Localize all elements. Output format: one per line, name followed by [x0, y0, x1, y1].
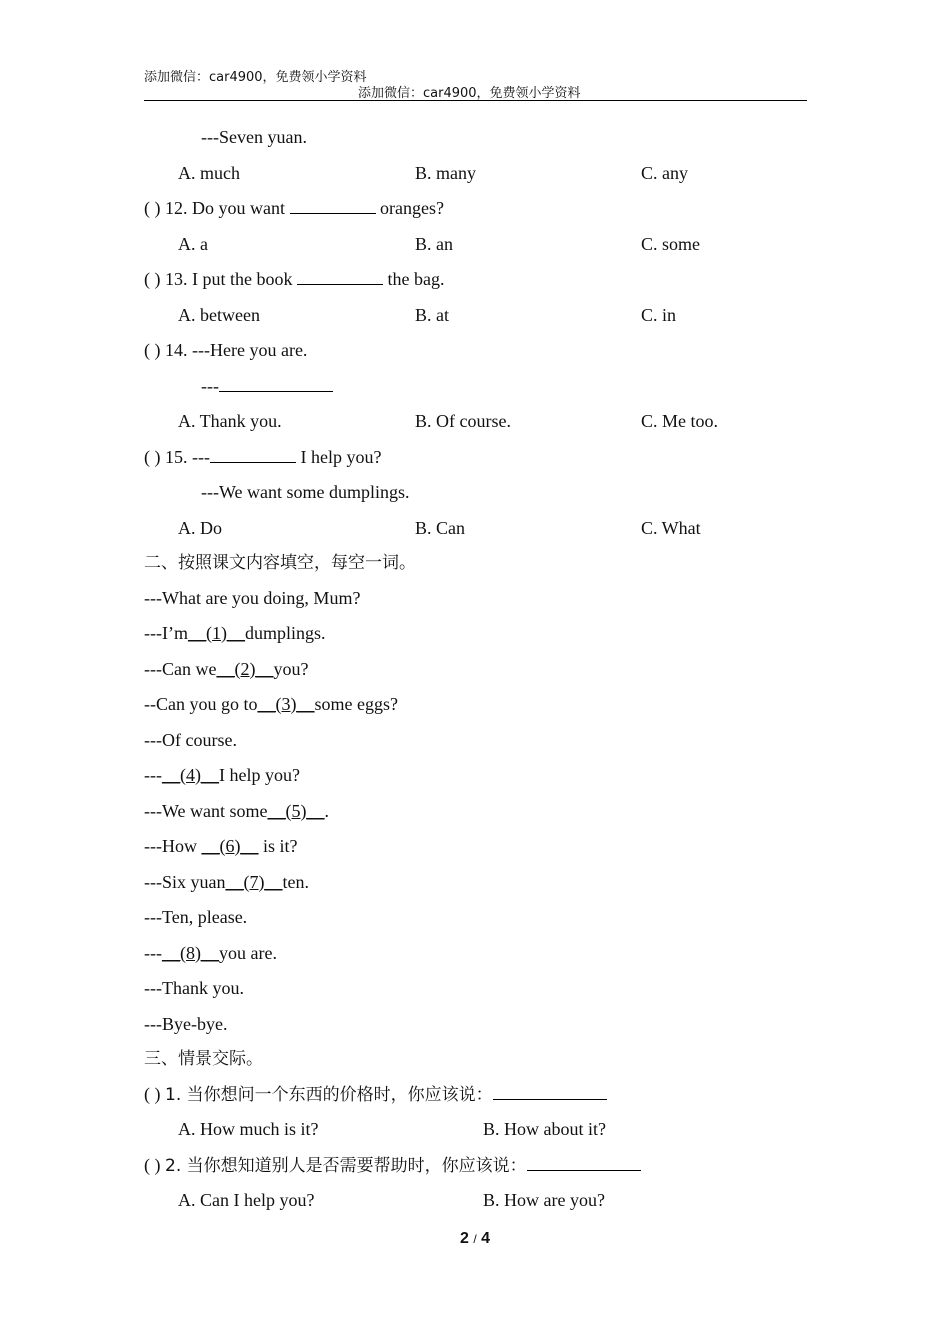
- fill-blank[interactable]: [527, 1154, 641, 1171]
- page-number: 2 / 4: [459, 1230, 491, 1247]
- fill-blank[interactable]: [219, 375, 333, 392]
- q12-option-a: A. a: [178, 234, 208, 254]
- dialogue-line: ---__(4)__I help you?: [144, 765, 300, 785]
- q13-option-b: B. at: [415, 305, 449, 325]
- p3-q2-option-b: B. How are you?: [483, 1190, 605, 1210]
- q14-option-b: B. Of course.: [415, 411, 511, 431]
- dialogue-line: ---What are you doing, Mum?: [144, 588, 361, 608]
- numbered-blank[interactable]: __(3)__: [257, 694, 315, 714]
- header-rule: [144, 100, 807, 101]
- q14-option-c: C. Me too.: [641, 411, 719, 431]
- q11-answer: ---Seven yuan.: [201, 127, 307, 147]
- answer-paren: ( ): [144, 269, 161, 289]
- dialogue-line: ---I’m__(1)__dumplings.: [144, 623, 326, 643]
- header-watermark-2: 添加微信：car4900，免费领小学资料: [358, 86, 581, 101]
- p3-q1-option-a: A. How much is it?: [178, 1119, 319, 1139]
- dialogue-line: ---Of course.: [144, 730, 237, 750]
- answer-paren: ( ): [144, 340, 161, 360]
- p3-q1-question: ( ) 1. 当你想问一个东西的价格时，你应该说：: [144, 1083, 607, 1106]
- fill-blank[interactable]: [493, 1083, 607, 1100]
- q12-option-b: B. an: [415, 234, 453, 254]
- dialogue-line: ---Ten, please.: [144, 907, 248, 927]
- dialogue-line: ---Bye-bye.: [144, 1014, 228, 1034]
- numbered-blank[interactable]: __(7)__: [225, 872, 283, 892]
- numbered-blank[interactable]: __(2)__: [216, 659, 274, 679]
- fill-blank[interactable]: [290, 197, 376, 214]
- fill-blank[interactable]: [210, 446, 296, 463]
- p3-q2-question: ( ) 2. 当你想知道别人是否需要帮助时，你应该说：: [144, 1154, 641, 1177]
- q13-option-a: A. between: [178, 305, 260, 325]
- dialogue-line: --Can you go to__(3)__some eggs?: [144, 694, 398, 714]
- dialogue-line: ---Thank you.: [144, 978, 244, 998]
- q13-question: ( ) 13. I put the book the bag.: [144, 269, 445, 289]
- numbered-blank[interactable]: __(5)__: [267, 801, 325, 821]
- numbered-blank[interactable]: __(6)__: [201, 836, 259, 856]
- q13-option-c: C. in: [641, 305, 677, 325]
- q11-option-b: B. many: [415, 163, 476, 183]
- numbered-blank[interactable]: __(8)__: [161, 943, 219, 963]
- section-3-title: 三、情景交际。: [144, 1049, 263, 1069]
- dialogue-line: ---Six yuan__(7)__ten.: [144, 872, 309, 892]
- q11-option-c: C. any: [641, 163, 688, 183]
- section-2-title: 二、按照课文内容填空，每空一词。: [144, 553, 416, 573]
- q14-question: ( ) 14. ---Here you are.: [144, 340, 308, 360]
- fill-blank[interactable]: [297, 268, 383, 285]
- p3-q2-option-a: A. Can I help you?: [178, 1190, 315, 1210]
- header-watermark-1: 添加微信：car4900，免费领小学资料: [144, 70, 367, 85]
- q12-question: ( ) 12. Do you want oranges?: [144, 198, 444, 218]
- q11-option-a: A. much: [178, 163, 240, 183]
- dialogue-line: ---Can we__(2)__you?: [144, 659, 309, 679]
- numbered-blank[interactable]: __(1)__: [187, 623, 245, 643]
- dialogue-line: ---We want some__(5)__.: [144, 801, 330, 821]
- q15-option-c: C. What: [641, 518, 701, 538]
- numbered-blank[interactable]: __(4)__: [161, 765, 219, 785]
- p3-q1-option-b: B. How about it?: [483, 1119, 606, 1139]
- q12-option-c: C. some: [641, 234, 701, 254]
- answer-paren: ( ): [144, 198, 161, 218]
- dialogue-line: ---__(8)__you are.: [144, 943, 277, 963]
- q15-option-a: A. Do: [178, 518, 222, 538]
- answer-paren: ( ): [144, 447, 161, 467]
- answer-paren: ( ): [144, 1084, 161, 1104]
- answer-paren: ( ): [144, 1155, 161, 1175]
- dialogue-line: ---How __(6)__ is it?: [144, 836, 298, 856]
- q14-option-a: A. Thank you.: [178, 411, 282, 431]
- q14-response: ---: [201, 375, 333, 397]
- q15-option-b: B. Can: [415, 518, 466, 538]
- q15-question: ( ) 15. --- I help you?: [144, 447, 382, 467]
- q15-response: ---We want some dumplings.: [201, 482, 410, 502]
